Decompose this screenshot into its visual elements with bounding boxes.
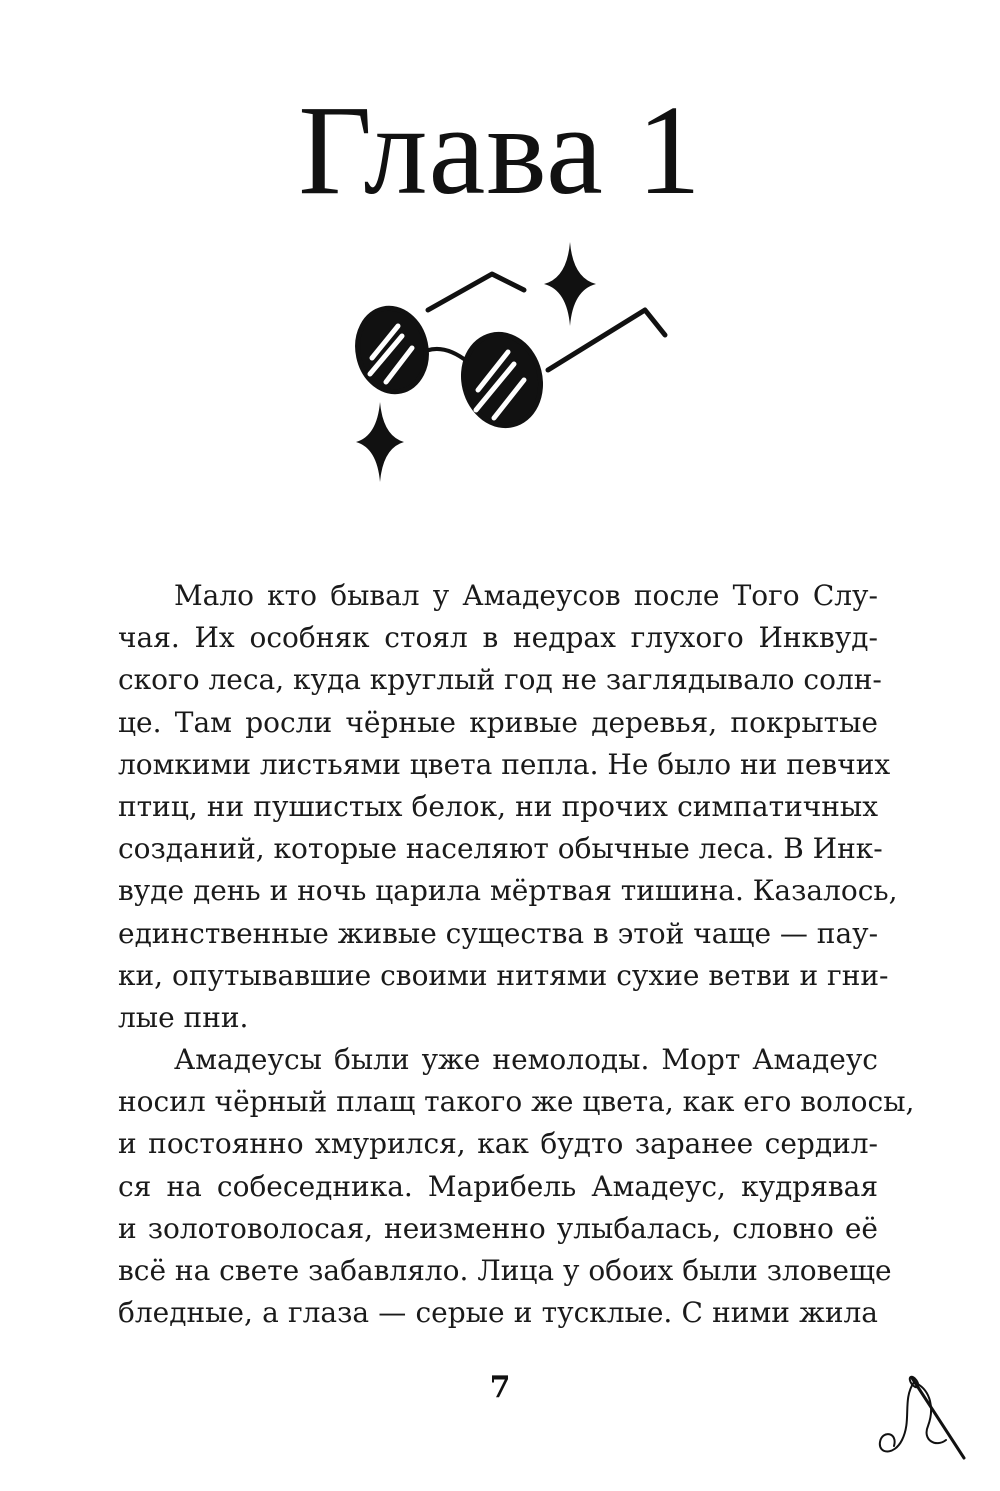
sunglasses-with-sparkles-icon (340, 240, 680, 490)
text-line: единственные живые существа в этой чаще — пау- (118, 916, 879, 950)
text-line: Мало кто бывал у Амадеусов после Того Слу- (174, 579, 878, 612)
needle-and-thread-icon (872, 1370, 972, 1465)
text-line: Амадеусы были уже немолоды. Морт Амадеус (174, 1043, 878, 1077)
chapter-title: Глава 1 (298, 79, 702, 221)
text-line: ки, опутывавшие своими нитями сухие ветви и гни- (118, 958, 889, 992)
text-line: и постоянно хмурился, как будто заранее сердил- (118, 1127, 878, 1161)
text-line: це. Там росли чёрные кривые деревья, покрытые (118, 705, 878, 739)
text-line: вуде день и ночь царила мёртвая тишина. Казалось, (118, 874, 898, 908)
text-line: созданий, которые населяют обычные леса. В Инк- (118, 832, 883, 866)
text-line: ломкими листьями цвета пепла. Не было ни певчих (118, 747, 891, 781)
text-line: ского леса, куда круглый год не заглядывало солн- (118, 663, 882, 697)
text-line: всё на свете забавляло. Лица у обоих были зловеще (118, 1254, 892, 1287)
text-line: птиц, ни пушистых белок, ни прочих симпатичных (118, 789, 878, 823)
text-line: чая. Их особняк стоял в недрах глухого Инквуд- (118, 621, 878, 655)
text-line: носил чёрный плащ такого же цвета, как его волосы, (118, 1085, 915, 1119)
text-line: и золотоволосая, неизменно улыбалась, словно её (118, 1211, 878, 1245)
page-number: 7 (489, 1370, 511, 1405)
chapter-body-text (118, 575, 915, 1334)
text-line: ся на собеседника. Марибель Амадеус, кудрявая (118, 1169, 878, 1203)
text-line: бледные, а глаза — серые и тусклые. С ними жила (118, 1296, 878, 1330)
text-line: лые пни. (118, 1000, 249, 1034)
